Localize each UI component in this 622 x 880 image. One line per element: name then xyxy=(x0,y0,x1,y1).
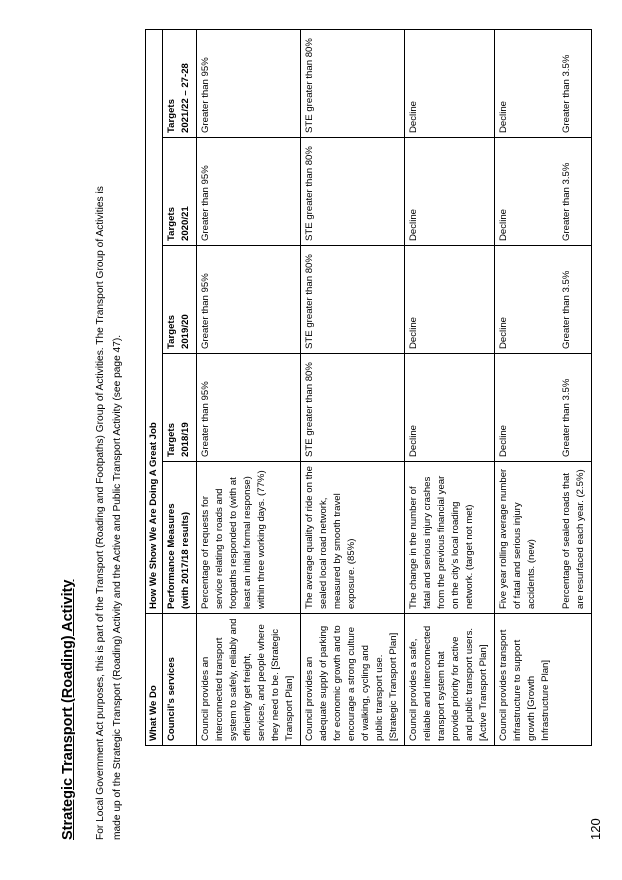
column-header-row xyxy=(163,29,197,745)
target-cell: Decline xyxy=(495,354,559,462)
target-cell: STE greater than 80% xyxy=(301,354,405,462)
performance-table xyxy=(145,29,592,746)
table-row xyxy=(197,29,301,745)
target-cell: Decline xyxy=(495,246,559,354)
measures-header: Performance Measures (with 2017/18 results) xyxy=(163,462,197,614)
target-header-2020-21: Targets 2020/21 xyxy=(163,138,197,246)
target-cell: Decline xyxy=(495,29,559,137)
target-cell: Greater than 3.5% xyxy=(558,29,592,137)
service-cell: Council provides an adequate supply of parking for economic growth and to encourage a strong culture of walking, cycling and public transport use. [Strategic Transport Plan] xyxy=(301,614,405,746)
target-header-2018-19: Targets 2018/19 xyxy=(163,354,197,462)
target-cell: Greater than 95% xyxy=(197,246,301,354)
measure-cell: The change in the number of fatal and serious injury crashes from the previous financial year on the city's local roading network. (target not met) xyxy=(405,462,495,614)
target-cell: Decline xyxy=(405,29,495,137)
target-cell: STE greater than 80% xyxy=(301,138,405,246)
measure-cell: The average quality of ride on the sealed local road network, measured by smooth travel exposure. (85%) xyxy=(301,462,405,614)
page-number: 120 xyxy=(588,818,603,840)
target-cell: Greater than 3.5% xyxy=(558,246,592,354)
how-we-show-header: How We Show We Are Doing A Great Job xyxy=(146,29,163,613)
measure-cell: Percentage of requests for service relating to roads and footpaths responded to (with at least an initial formal response) within three working days. (77%) xyxy=(197,462,301,614)
what-we-do-header: What We Do xyxy=(146,614,163,746)
target-cell: Decline xyxy=(405,246,495,354)
rotated-page xyxy=(48,25,608,850)
group-header-row xyxy=(146,29,163,745)
service-cell: Council provides transport infrastructure to support growth [Growth Infrastructure Plan] xyxy=(495,614,592,746)
table-row xyxy=(495,29,559,745)
target-cell: Greater than 3.5% xyxy=(558,138,592,246)
target-cell: Greater than 95% xyxy=(197,138,301,246)
target-cell: Decline xyxy=(495,138,559,246)
target-cell: STE greater than 80% xyxy=(301,29,405,137)
target-cell: Decline xyxy=(405,138,495,246)
target-cell: Greater than 95% xyxy=(197,354,301,462)
page-title: Strategic Transport (Roading) Activity xyxy=(60,579,76,840)
measure-cell: Five year rolling average number of fatal and serious injury accidents. (new) xyxy=(495,462,559,614)
measure-cell: Percentage of sealed roads that are resurfaced each year. (2.5%) xyxy=(558,462,592,614)
target-cell: Greater than 3.5% xyxy=(558,354,592,462)
target-cell: Greater than 95% xyxy=(197,29,301,137)
intro-paragraph: For Local Government Act purposes, this is part of the Transport (Roading and Footpaths) Group of Activities. The Transport Group of Activities is made up of the Strategic Transport (Roading) Activity and the Active and Public Transport Activity (see page 47). xyxy=(95,186,123,840)
service-cell: Council provides a safe, reliable and interconnected transport system that provide priority for active and public transport users. [Active Transport Plan] xyxy=(405,614,495,746)
table-row xyxy=(405,29,495,745)
target-header-2019-20: Targets 2019/20 xyxy=(163,246,197,354)
table-row xyxy=(301,29,405,745)
target-header-2021-28: Targets 2021/22 – 27-28 xyxy=(163,29,197,137)
services-header: Council's services xyxy=(163,614,197,746)
target-cell: STE greater than 80% xyxy=(301,246,405,354)
target-cell: Decline xyxy=(405,354,495,462)
service-cell: Council provides an interconnected transport system to safely, reliably and efficiently get freight, services, and people where they need to be. [Strategic Transport Plan] xyxy=(197,614,301,746)
